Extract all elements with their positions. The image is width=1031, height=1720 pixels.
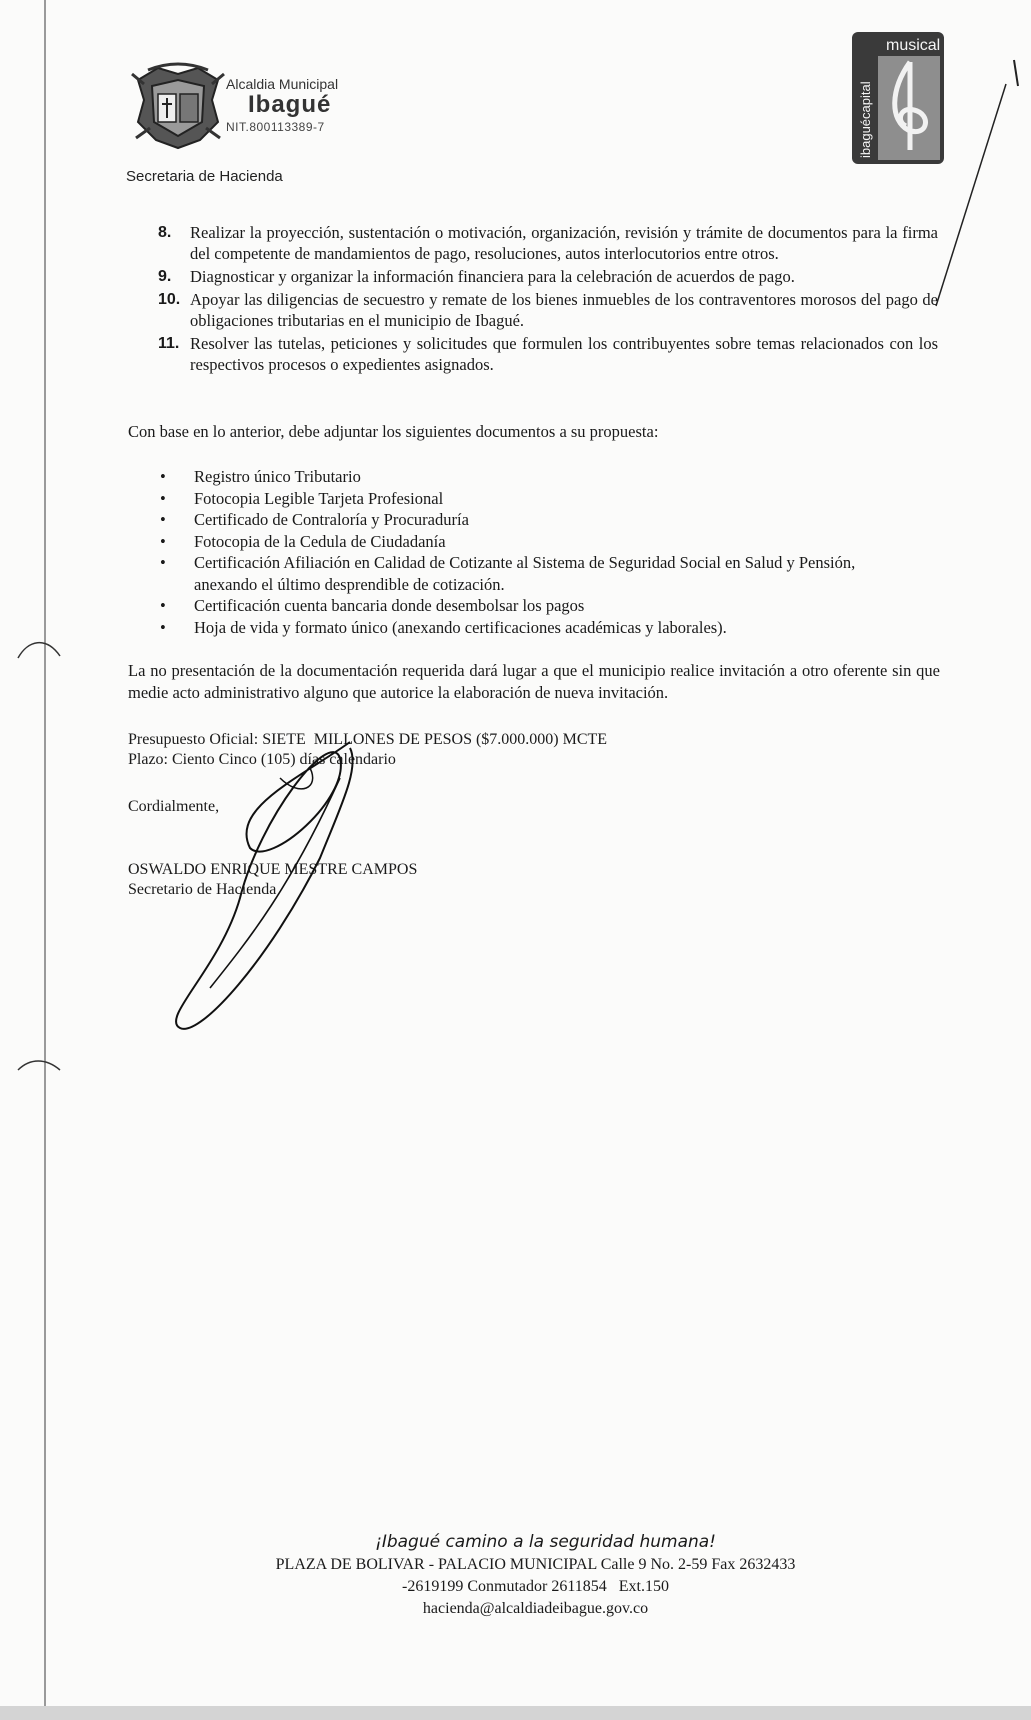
municipality-header <box>226 76 338 134</box>
margin-tick-mark <box>1010 58 1028 88</box>
closing-salutation: Cordialmente, <box>128 798 220 815</box>
margin-arc-mark <box>16 1054 62 1074</box>
scan-bottom-edge <box>0 1706 1031 1720</box>
notice-paragraph: La no presentación de la documentación requerida dará lugar a que el municipio realice invitación a otro oferente sin que medie acto administrativo alguno que autorice la elaboración de nueva invitación. <box>128 661 940 702</box>
list-item: • Fotocopia de la Cedula de Ciudadanía <box>160 531 900 553</box>
scan-edge-line <box>44 0 46 1720</box>
list-item: 9. Diagnosticar y organizar la información financiera para la celebración de acuerdos de pago. <box>158 267 795 286</box>
list-item: • Fotocopia Legible Tarjeta Profesional <box>160 488 900 510</box>
list-item: • Registro único Tributario <box>160 466 900 488</box>
list-item: • Certificación Afiliación en Calidad de Cotizante al Sistema de Seguridad Social en Salud y Pensión, anexando el último desprendible de cotización. <box>160 552 900 595</box>
department-name: Secretaria de Hacienda <box>126 168 283 185</box>
duties-list <box>158 222 938 377</box>
list-item: • Hoja de vida y formato único (anexando certificaciones académicas y laborales). <box>160 617 900 639</box>
required-documents-list <box>160 466 900 638</box>
footer-phones: -2619199 Conmutador 2611854 Ext.150 <box>402 1578 669 1595</box>
logo-text-musical: musical <box>886 37 941 54</box>
term-line: Plazo: Ciento Cinco (105) días calendario <box>128 751 396 768</box>
list-item: 11. Resolver las tutelas, peticiones y solicitudes que formulen los contribuyentes sobre temas relacionados con los respectivos procesos o expedientes asignados. <box>158 334 938 374</box>
signer-title: Secretario de Hacienda <box>128 881 277 898</box>
coat-of-arms-icon <box>128 60 228 152</box>
footer-address: PLAZA DE BOLIVAR - PALACIO MUNICIPAL Calle 9 No. 2-59 Fax 2632433 <box>275 1556 796 1573</box>
footer-email: hacienda@alcaldiadeibague.gov.co <box>422 1600 649 1617</box>
handwritten-signature <box>150 738 410 1038</box>
nit-number: NIT.800113389-7 <box>226 120 325 134</box>
logo-text-capital: ibaguécapital <box>858 81 873 158</box>
documents-intro: Con base en lo anterior, debe adjuntar los siguientes documentos a su propuesta: <box>128 422 659 441</box>
org-name: Ibagué <box>248 91 332 118</box>
list-item: • Certificado de Contraloría y Procuraduría <box>160 509 900 531</box>
margin-arc-mark <box>16 636 62 660</box>
list-item: 10. Apoyar las diligencias de secuestro y remate de los bienes inmuebles de los contraventores morosos del pago de obligaciones tributarias en el municipio de Ibagué. <box>158 290 938 330</box>
signer-name: OSWALDO ENRIQUE MESTRE CAMPOS <box>128 861 418 878</box>
list-item: 8. Realizar la proyección, sustentación o motivación, organización, revisión y trámite de documentos para la firma del competente de mandamientos de pago, resoluciones, autos interlocutorios entre otros. <box>158 223 938 263</box>
org-line1: Alcaldia Municipal <box>226 76 339 92</box>
budget-line: Presupuesto Oficial: SIETE MILLONES DE PESOS ($7.000.000) MCTE <box>128 731 608 748</box>
list-item: • Certificación cuenta bancaria donde desembolsar los pagos <box>160 595 900 617</box>
footer-slogan: ¡Ibagué camino a la seguridad humana! <box>375 1532 716 1552</box>
